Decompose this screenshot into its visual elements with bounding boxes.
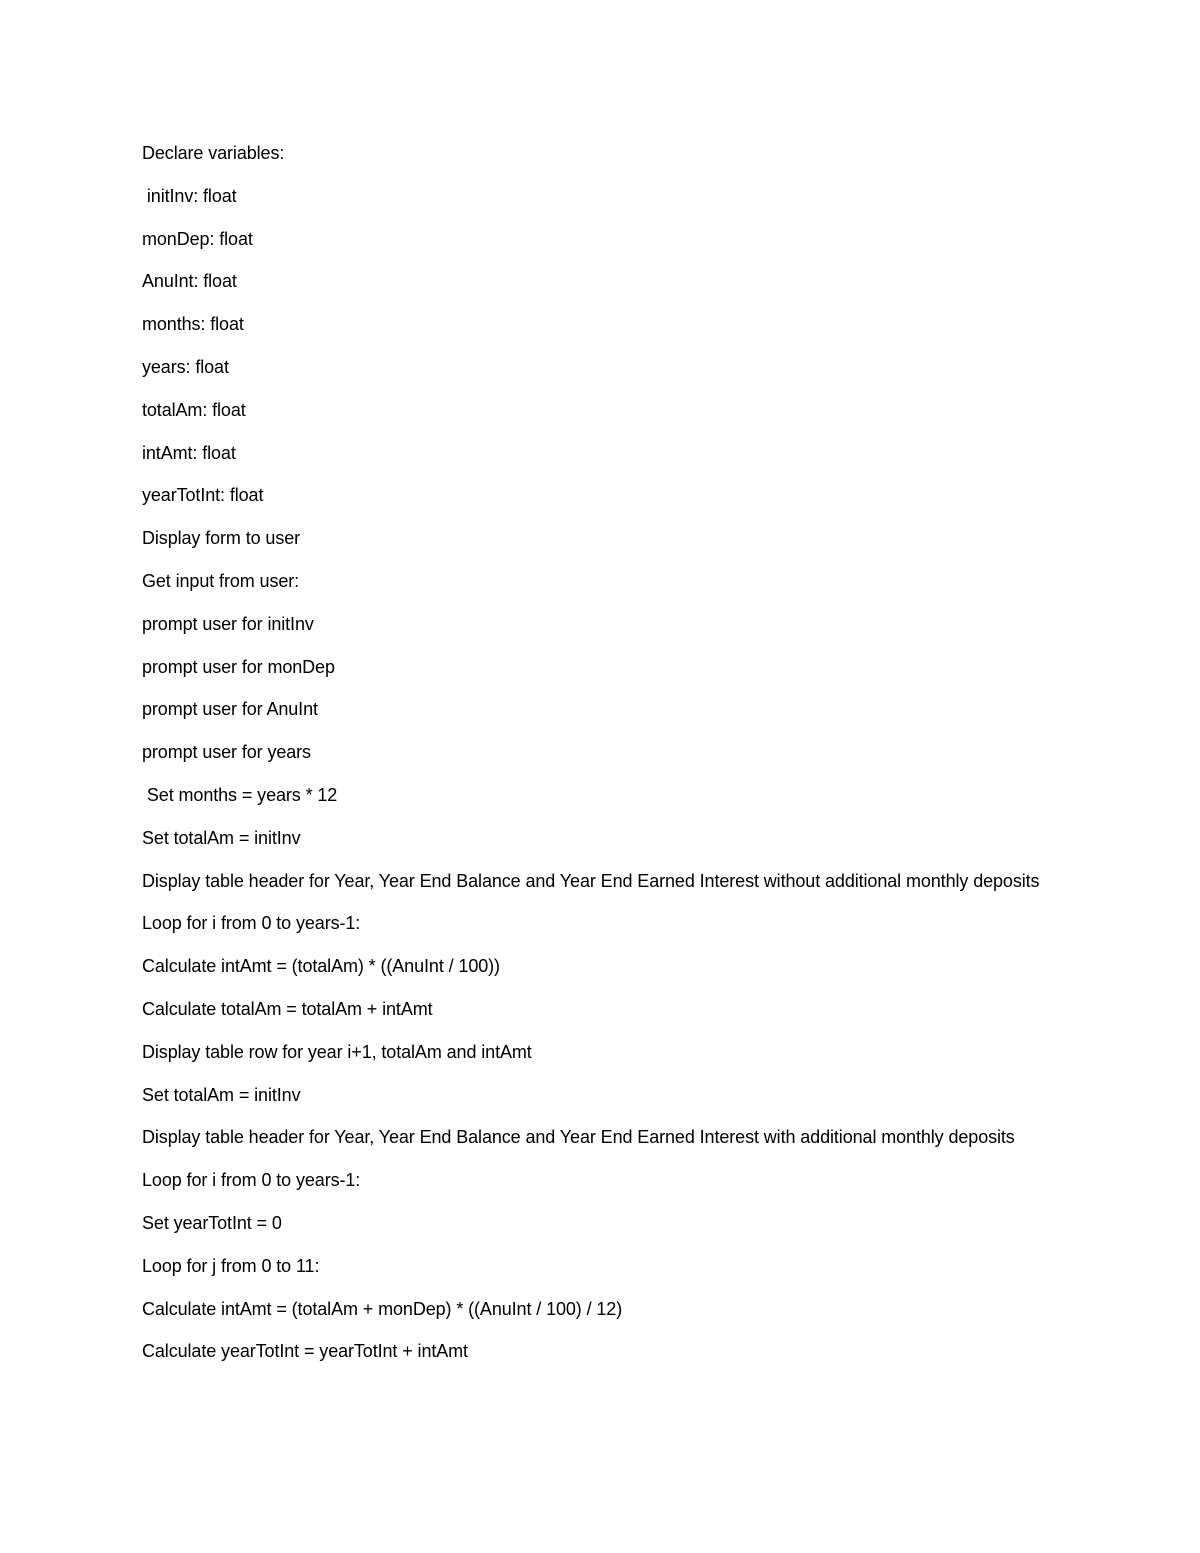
text-line: prompt user for years [142, 742, 311, 763]
text-line: totalAm: float [142, 399, 246, 420]
text-line: Loop for i from 0 to years-1: [142, 1170, 361, 1191]
text-line: initInv: float [142, 185, 237, 206]
text-line: years: float [142, 356, 229, 377]
text-line: Set yearTotInt = 0 [142, 1212, 282, 1233]
document-body [142, 140, 1072, 1381]
text-line: prompt user for monDep [142, 656, 335, 677]
text-line: Get input from user: [142, 570, 300, 591]
text-line: Loop for i from 0 to years-1: [142, 913, 361, 934]
text-line: Set months = years * 12 [142, 784, 338, 805]
text-line: Calculate yearTotInt = yearTotInt + intAmt [142, 1341, 468, 1362]
text-line: Calculate intAmt = (totalAm) * ((AnuInt / 100)) [142, 956, 500, 977]
text-line: Calculate intAmt = (totalAm + monDep) * ((AnuInt / 100) / 12) [142, 1298, 623, 1319]
text-line: prompt user for initInv [142, 613, 314, 634]
text-line: intAmt: float [142, 442, 236, 463]
text-line: Set totalAm = initInv [142, 827, 301, 848]
text-line: Display table row for year i+1, totalAm and intAmt [142, 1041, 532, 1062]
text-line: Display table header for Year, Year End Balance and Year End Earned Interest with additional monthly deposits [142, 1127, 1015, 1148]
text-line: prompt user for AnuInt [142, 699, 318, 720]
text-line: Display form to user [142, 528, 301, 549]
text-line: Loop for j from 0 to 11: [142, 1255, 320, 1276]
text-line: Display table header for Year, Year End Balance and Year End Earned Interest without additional monthly deposits [142, 870, 1040, 891]
text-line: yearTotInt: float [142, 485, 264, 506]
text-line: monDep: float [142, 228, 253, 249]
text-line: Calculate totalAm = totalAm + intAmt [142, 998, 433, 1019]
text-line: months: float [142, 314, 244, 335]
text-line: Set totalAm = initInv [142, 1084, 301, 1105]
text-line: AnuInt: float [142, 271, 237, 292]
text-line: Declare variables: [142, 143, 285, 163]
